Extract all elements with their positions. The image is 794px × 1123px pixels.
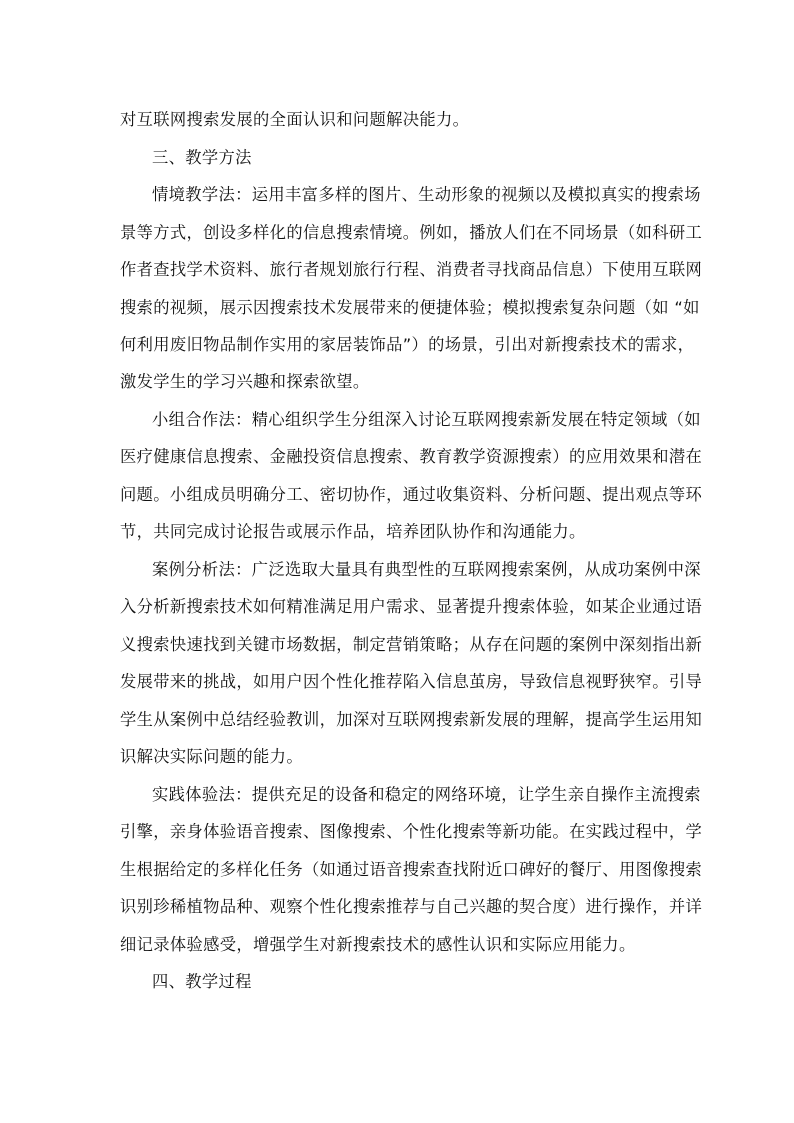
text-line: 激发学生的学习兴趣和探索欲望。 — [120, 372, 370, 391]
text-line: 识解决实际问题的能力。 — [120, 747, 303, 766]
text-line: 生根据给定的多样化任务（如通过语音搜索查找附近口碑好的餐厅、用图像搜索 — [120, 860, 703, 879]
text-line: 义搜索快速找到关键市场数据，制定营销策略；从存在问题的案例中深刻指出新 — [120, 635, 703, 654]
text-line: 细记录体验感受，增强学生对新搜索技术的感性认识和实际应用能力。 — [120, 935, 636, 954]
text-line: 实践体验法：提供充足的设备和稳定的网络环境，让学生亲自操作主流搜索 — [152, 785, 701, 804]
text-line: 识别珍稀植物品种、观察个性化搜索推荐与自己兴趣的契合度）进行操作，并详 — [120, 897, 703, 916]
text-line: 景等方式，创设多样化的信息搜索情境。例如，播放人们在不同场景（如科研工 — [120, 223, 703, 242]
text-line: 对互联网搜索发展的全面认识和问题解决能力。 — [120, 110, 470, 129]
text-line: 入分析新搜索技术如何精准满足用户需求、显著提升搜索体验，如某企业通过语 — [120, 597, 703, 616]
text-line: 医疗健康信息搜索、金融投资信息搜索、教育教学资源搜索）的应用效果和潜在 — [120, 447, 703, 466]
text-line: 作者查找学术资料、旅行者规划旅行行程、消费者寻找商品信息）下使用互联网 — [120, 260, 703, 279]
text-line: 情境教学法：运用丰富多样的图片、生动形象的视频以及模拟真实的搜索场 — [152, 185, 701, 204]
text-line: 发展带来的挑战，如用户因个性化推荐陷入信息茧房，导致信息视野狭窄。引导 — [120, 672, 703, 691]
text-line: 搜索的视频，展示因搜索技术发展带来的便捷体验；模拟搜索复杂问题（如 “如 — [120, 298, 700, 317]
text-line: 案例分析法：广泛选取大量具有典型性的互联网搜索案例，从成功案例中深 — [152, 560, 701, 579]
text-line: 何利用废旧物品制作实用的家居装饰品”）的场景，引出对新搜索技术的需求， — [120, 335, 695, 354]
text-line: 小组合作法：精心组织学生分组深入讨论互联网搜索新发展在特定领域（如 — [152, 410, 701, 429]
text-line: 问题。小组成员明确分工、密切协作，通过收集资料、分析问题、提出观点等环 — [120, 485, 703, 504]
section-heading: 三、教学方法 — [152, 148, 252, 167]
text-line: 学生从案例中总结经验教训，加深对互联网搜索新发展的理解，提高学生运用知 — [120, 710, 703, 729]
text-line: 节，共同完成讨论报告或展示作品，培养团队协作和沟通能力。 — [120, 522, 586, 541]
text-line: 引擎，亲身体验语音搜索、图像搜索、个性化搜索等新功能。在实践过程中，学 — [120, 822, 703, 841]
section-heading: 四、教学过程 — [152, 972, 252, 991]
